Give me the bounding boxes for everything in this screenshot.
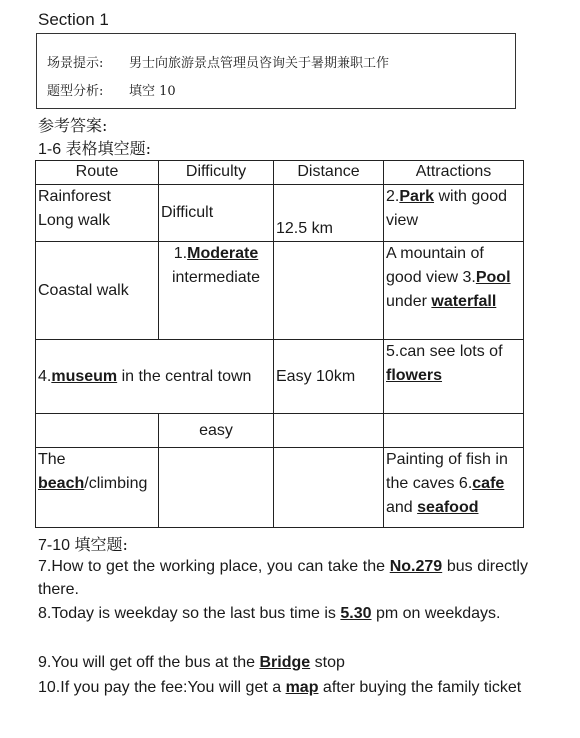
attraction-text: under — [386, 293, 432, 310]
header-route: Route — [36, 161, 159, 185]
distance-cell — [274, 242, 384, 340]
section-title: Section 1 — [38, 10, 109, 29]
question-text: 8.Today is weekday so the last bus time is — [38, 605, 341, 622]
route-line: Rainforest — [38, 188, 111, 205]
question-text: 10.If you pay the fee:You will get a — [38, 679, 286, 696]
answer-bus-number: No.279 — [389, 558, 443, 575]
answer-number: 1. — [173, 245, 188, 262]
question-text: pm on weekdays. — [371, 605, 501, 622]
attractions-cell — [384, 242, 524, 340]
difficulty-cell: easy — [159, 414, 274, 448]
table-section-text: 表格填空题: — [65, 139, 151, 158]
scene-label: 场景提示: — [47, 56, 104, 71]
route-cell — [36, 448, 159, 528]
table-row — [36, 340, 524, 414]
attraction-text: 5.can see lots of — [386, 343, 503, 360]
answer-museum: museum — [51, 367, 118, 385]
answer-table — [35, 160, 524, 528]
route-cell — [36, 414, 159, 448]
answer-item: map — [285, 679, 319, 696]
question-8 — [38, 602, 528, 625]
difficulty-cell — [159, 242, 274, 340]
scene-hint-row — [47, 52, 389, 71]
question-7 — [38, 555, 528, 601]
attraction-text: and — [386, 499, 418, 516]
table-section-number: 1-6 — [38, 141, 62, 158]
difficulty-cell — [159, 448, 274, 528]
difficulty-text: intermediate — [171, 269, 261, 286]
attractions-cell — [384, 185, 524, 242]
table-row — [36, 242, 524, 340]
attraction-text: A mountain of good view 3. — [386, 245, 484, 286]
distance-cell: 12.5 km — [274, 185, 384, 242]
fill-blank-section-text: 填空题: — [74, 535, 128, 554]
question-text: bus directly there. — [38, 558, 528, 598]
question-text: stop — [310, 654, 345, 671]
route-text: in the central town — [117, 367, 252, 385]
distance-cell — [274, 414, 384, 448]
answer-bus-time: 5.30 — [340, 605, 372, 622]
header-difficulty: Difficulty — [159, 161, 274, 185]
hint-box — [36, 33, 516, 109]
fill-blank-section-number: 7-10 — [38, 537, 71, 554]
question-text: 7.How to get the working place, you can take the — [38, 558, 390, 575]
question-text: 9.You will get off the bus at the — [38, 654, 260, 671]
table-header-row — [36, 161, 524, 185]
type-value: 填空 10 — [129, 84, 176, 99]
distance-cell: Easy 10km — [274, 340, 384, 414]
distance-cell — [274, 448, 384, 528]
answer-stop: Bridge — [259, 654, 311, 671]
answer-number: 4. — [38, 367, 52, 385]
fill-blank-section-heading — [38, 532, 128, 555]
attractions-cell — [384, 448, 524, 528]
attractions-cell — [384, 414, 524, 448]
question-9 — [38, 651, 528, 674]
scene-value: 男士向旅游景点管理员咨询关于暑期兼职工作 — [129, 56, 390, 71]
answer-flowers: flowers — [386, 367, 443, 384]
route-text: /climbing — [84, 475, 148, 492]
question-text: after buying the family ticket — [318, 679, 522, 696]
answer-number: 2. — [386, 188, 400, 205]
route-cell: Coastal walk — [36, 242, 159, 340]
answer-waterfall: waterfall — [431, 293, 497, 310]
header-distance: Distance — [274, 161, 384, 185]
table-row — [36, 414, 524, 448]
reference-answer-label: 参考答案: — [38, 116, 108, 135]
answer-park: Park — [399, 188, 435, 205]
attractions-cell — [384, 340, 524, 414]
answer-moderate: Moderate — [187, 245, 259, 262]
type-label: 题型分析: — [47, 84, 104, 99]
route-cell — [36, 340, 274, 414]
attraction-text: with good view — [386, 188, 507, 229]
route-cell — [36, 185, 159, 242]
attraction-text: Painting of fish in the caves 6. — [386, 451, 508, 492]
answer-beach: beach — [38, 475, 85, 492]
header-attractions: Attractions — [384, 161, 524, 185]
answer-cafe: cafe — [472, 475, 505, 492]
type-hint-row — [47, 80, 176, 99]
route-text: The — [38, 451, 66, 468]
answer-seafood: seafood — [417, 499, 479, 516]
table-row — [36, 185, 524, 242]
question-10 — [38, 676, 528, 699]
route-line: Long walk — [38, 212, 111, 229]
table-row — [36, 448, 524, 528]
table-section-heading — [38, 136, 151, 159]
difficulty-cell: Difficult — [159, 185, 274, 242]
answer-pool: Pool — [475, 269, 511, 286]
